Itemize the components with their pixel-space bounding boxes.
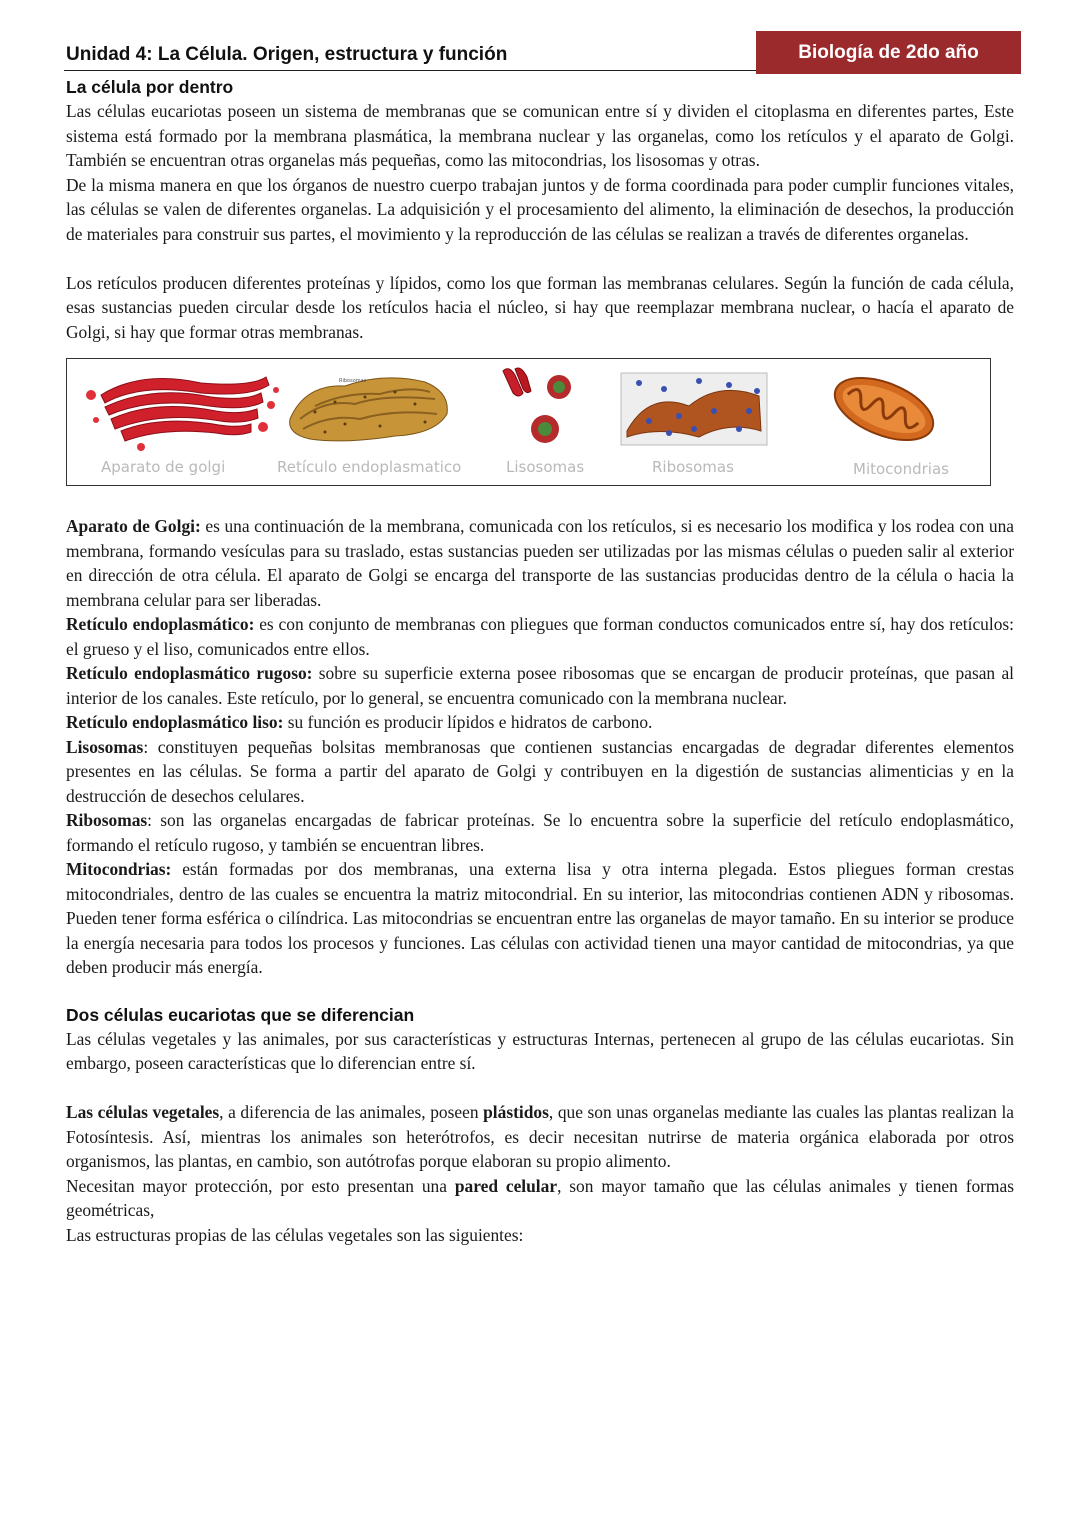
unit-title: Unidad 4: La Célula. Origen, estructura y función <box>66 44 508 65</box>
definition-golgi: Aparato de Golgi: es una continuación de la membrana, comunicada con los retículos, si es necesario los modifica y los rodea con una membrana, formando vesículas para su traslado, estas sustancias pueden ser utilizadas por las mismas células o pueden salir al exterior en dirección de otra célula. El aparato de Golgi se encarga del transporte de las sustancias producidas dentro de la célula o hacia la membrana celular para ser liberadas. <box>66 516 1014 610</box>
label-ribosomes: Ribosomas <box>652 457 734 476</box>
definition-lysosomes: Lisosomas: constituyen pequeñas bolsitas membranosas que contienen sustancias encargadas de degradar diferentes elementos presentes en las células. Se forma a partir del aparato de Golgi y contribuyen en la digestión de sustancias alimenticias y en la destrucción de desechos celulares. <box>66 736 1014 806</box>
section-title-cell-inside: La célula por dentro <box>66 77 234 97</box>
subject-badge: Biología de 2do año <box>756 31 1021 74</box>
lysosome-illustration <box>497 363 577 448</box>
header-divider <box>64 70 764 71</box>
definition-reticulum: Retículo endoplasmático: es con conjunto de membranas con pliegues que forman conductos comunicados entre sí, hay dos retículos: el grueso y el liso, comunicados entre ellos. <box>66 614 1014 659</box>
paragraph-cell-wall: Necesitan mayor protección, por esto presentan una pared celular, son mayor tamaño que las células animales y tienen formas geométricas, <box>66 1175 1014 1220</box>
page-content <box>66 75 1014 1247</box>
definition-rough-reticulum: Retículo endoplasmático rugoso: sobre su superficie externa posee ribosomas que se encargan de producir proteínas, que pasan al interior de los canales. Este retículo, por lo general, se encuentra comunicado con la membrana nuclear. <box>66 663 1014 708</box>
reticulum-illustration <box>285 364 455 449</box>
paragraph-organs: De la misma manera en que los órganos de nuestro cuerpo trabajan juntos y de forma coordinada para poder cumplir funciones vitales, las células se valen de diferentes organelas. La adquisición y el procesamiento del alimento, la eliminación de desechos, la producción de materiales para construir sus partes, el movimiento y la reproducción de las células se realizan a través de diferentes organelas. <box>66 174 1014 244</box>
paragraph-plant-cells: Las células vegetales, a diferencia de las animales, poseen plástidos, que son unas organelas mediante las cuales las plantas realizan la Fotosíntesis. Así, mientras los animales son heterótrofos, es decir necesitan nutrirse de materia orgánica elaborada por otros organismos, las plantas, en cambio, son autótrofas porque elaboran su propio alimento. <box>66 1102 1014 1171</box>
paragraph-plant-structures: Las estructuras propias de las células vegetales son las siguientes: <box>66 1224 524 1245</box>
golgi-illustration <box>81 365 281 455</box>
label-mitochondria: Mitocondrias <box>853 459 949 478</box>
paragraph-reticulum: Los retículos producen diferentes proteínas y lípidos, como los que forman las membranas celulares. Según la función de cada célula, esas sustancias pueden circular desde los retículos hacia el núcleo, si hay que reemplazar membrana nuclear, o hacía el aparato de Golgi, si hay que formar otras membranas. <box>66 272 1014 342</box>
label-lysosomes: Lisosomas <box>506 457 585 476</box>
definition-smooth-reticulum: Retículo endoplasmático liso: su función es producir lípidos e hidratos de carbono. <box>66 712 653 732</box>
paragraph-eukaryotes: Las células vegetales y las animales, por sus características y estructuras Internas, pertenecen al grupo de las células eucariotas. Sin embargo, poseen características que lo diferencian entre sí. <box>66 1028 1014 1073</box>
paragraph-intro: Las células eucariotas poseen un sistema de membranas que se comunican entre sí y dividen el citoplasma en diferentes partes, Este sistema está formado por la membrana plasmática, la membrana nuclear y las organelas, como los retículos y el aparato de Golgi. También se encuentran otras organelas más pequeñas, como las mitocondrias, los lisosomas y otras. <box>66 101 1014 170</box>
definition-ribosomes: Ribosomas: son las organelas encargadas de fabricar proteínas. Se lo encuentra sobre la superficie del retículo endoplasmático, formando el retículo rugoso, y también se encuentran libres. <box>66 810 1014 855</box>
ribosome-illustration <box>619 371 769 447</box>
ribosome-micro-label: Ribosomas <box>339 378 367 384</box>
label-golgi: Aparato de golgi <box>101 457 226 476</box>
mitochondria-illustration <box>827 369 942 449</box>
organelles-figure <box>66 358 991 486</box>
definition-mitochondria: Mitocondrias: están formadas por dos membranas, una externa lisa y otra interna plegada. Estos pliegues forman crestas mitocondriales, dentro de las cuales se encuentra la matriz mitocondrial. En su interior, las mitocondrias contienen ADN y ribosomas. Pueden tener forma esférica o cilíndrica. Las mitocondrias se encuentran entre las organelas de mayor tamaño. En su interior se produce la energía necesaria para todos los procesos y funciones. Las células con actividad tienen una mayor cantidad de mitocondrias, ya que deben producir más energía. <box>66 859 1014 977</box>
section-title-two-cells: Dos células eucariotas que se diferencian <box>66 1004 415 1025</box>
label-reticulum: Retículo endoplasmatico <box>277 457 462 476</box>
